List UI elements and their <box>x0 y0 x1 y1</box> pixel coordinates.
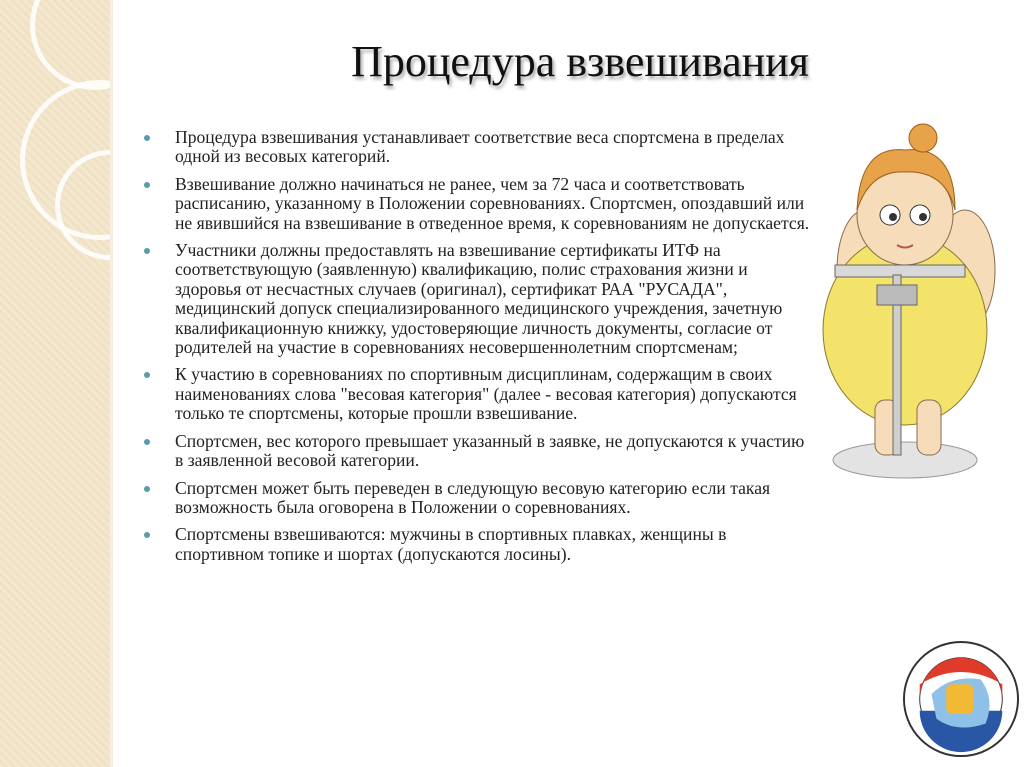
woman-on-scale-illustration <box>805 120 1010 490</box>
bullet-icon <box>144 439 150 445</box>
bullet-item <box>143 241 813 357</box>
bullet-icon <box>144 182 150 188</box>
bullet-item <box>143 479 813 518</box>
bullet-text: Взвешивание должно начинаться не ранее, чем за 72 часа и соответствовать расписанию, указанному в Положении соревнованиях. Спортсмен, опоздавший или не явившийся на взвешивание в отведенное время, к соревнованиям не допускается. <box>175 173 810 233</box>
decorative-sidebar <box>0 0 110 767</box>
bullet-list <box>143 128 813 572</box>
slide-title: Процедура взвешивания <box>351 37 809 86</box>
bullet-text: Спортсмены взвешиваются: мужчины в спортивных плавках, женщины в спортивном топике и шортах (допускаются лосины). <box>175 524 727 564</box>
sidebar-edge <box>110 0 113 767</box>
decorative-ring <box>30 0 160 90</box>
bullet-text: Спортсмен, вес которого превышает указанный в заявке, не допускаются к участию в заявленной весовой категории. <box>175 430 805 471</box>
bullet-item <box>143 365 813 423</box>
bullet-icon <box>144 372 150 378</box>
bullet-icon <box>144 486 150 492</box>
bullet-item <box>143 432 813 471</box>
bullet-text: Участники должны предоставлять на взвешивание сертификаты ИТФ на соответствующую (заявленную) квалификацию, полис страхования жизни и здоровья от несчастных случаев (оригинал), сертификат РАА "РУСАДА", медицинский допуск специализированного медицинского учреждения, зачетную квалификационную книжку, удостоверяющие личность документы, согласие от родителей на участие в соревнованиях несовершеннолетним спортсменам; <box>175 240 783 358</box>
bullet-text: К участию в соревнованиях по спортивным дисциплинам, содержащим в своих наименованиях слова "весовая категория" (далее - весовая категория) допускаются только те спортсмены, которые прошли взвешивание. <box>175 364 797 424</box>
bullet-icon <box>144 532 150 538</box>
bullet-item <box>143 525 813 564</box>
bullet-text: Процедура взвешивания устанавливает соответствие веса спортсмена в пределах одной из весовых категорий. <box>175 127 785 167</box>
federation-logo <box>902 640 1020 758</box>
bullet-item <box>143 128 813 167</box>
bullet-item <box>143 175 813 233</box>
bullet-text: Спортсмен может быть переведен в следующую весовую категорию если такая возможность была оговорена в Положении о соревнованиях. <box>175 477 771 517</box>
bullet-icon <box>144 135 150 141</box>
bullet-icon <box>144 248 150 254</box>
